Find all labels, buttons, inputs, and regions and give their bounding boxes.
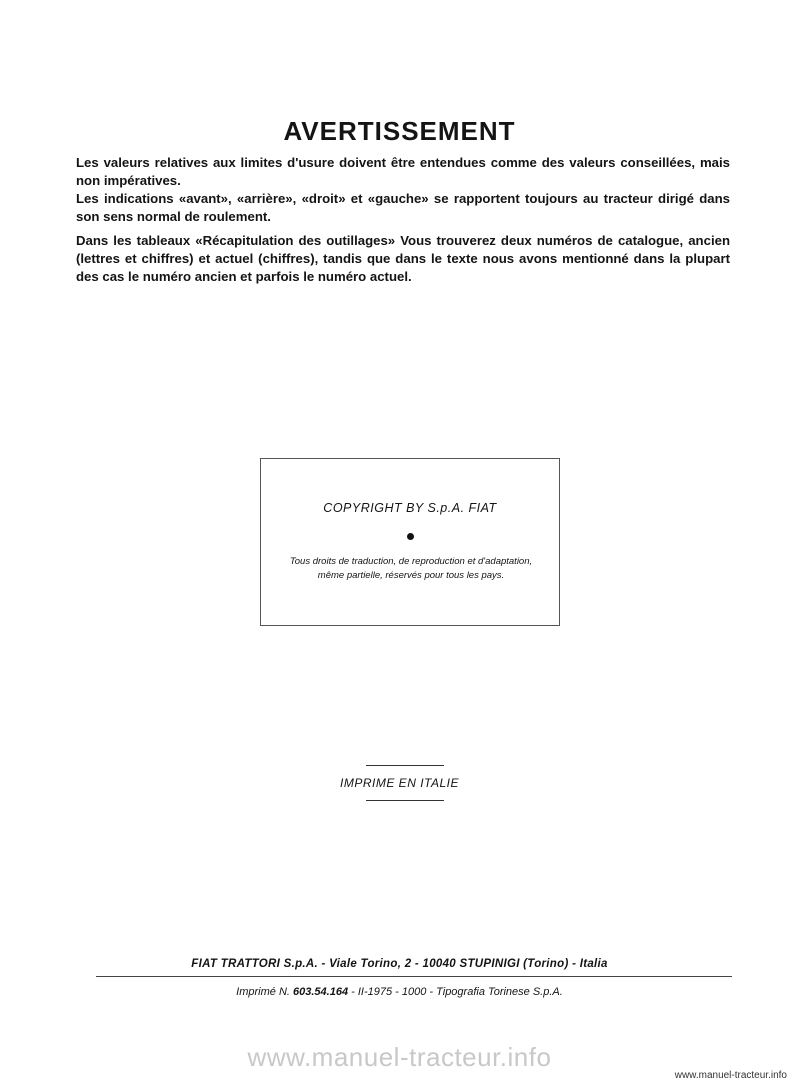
footer-divider — [96, 976, 732, 977]
printed-in-label: IMPRIME EN ITALIE — [340, 776, 459, 790]
page-title: AVERTISSEMENT — [283, 116, 516, 146]
copyright-notice: Tous droits de traduction, de reproduction et d'adaptation, même partielle, réservés pour tous les pays. — [289, 556, 533, 581]
divider-bottom — [366, 800, 444, 801]
paragraph-wear-limits: Les valeurs relatives aux limites d'usure doivent être entendues comme des valeurs conseillées, mais non impératives. — [76, 155, 730, 188]
copyright-box — [260, 458, 560, 626]
corner-url: www.manuel-tracteur.info — [674, 1070, 787, 1081]
paragraph-catalogue-numbers: Dans les tableaux «Récapitulation des outillages» Vous trouverez deux numéros de catalogue, ancien (lettres et chiffres) et actuel (chiffres), tandis que dans le texte nous avons mentionné dans la plupart des cas le numéro ancien et parfois le numéro actuel. — [76, 233, 730, 284]
print-prefix: Imprimé N. — [236, 986, 290, 998]
publisher-address: FIAT TRATTORI S.p.A. - Viale Torino, 2 - 10040 STUPINIGI (Torino) - Italia — [191, 958, 608, 970]
copyright-title: COPYRIGHT BY S.p.A. FIAT — [323, 501, 497, 515]
bullet-dot-icon — [407, 533, 414, 540]
print-suffix: - II-1975 - 1000 - Tipografia Torinese S.p.A. — [351, 986, 563, 998]
paragraph-directions: Les indications «avant», «arrière», «droit» et «gauche» se rapportent toujours au tracteur dirigé dans son sens normal de roulement. — [76, 191, 730, 224]
divider-top — [366, 765, 444, 766]
watermark-text: www.manuel-tracteur.info — [247, 1042, 552, 1072]
print-number: 603.54.164 — [293, 986, 349, 998]
print-info — [0, 986, 799, 998]
